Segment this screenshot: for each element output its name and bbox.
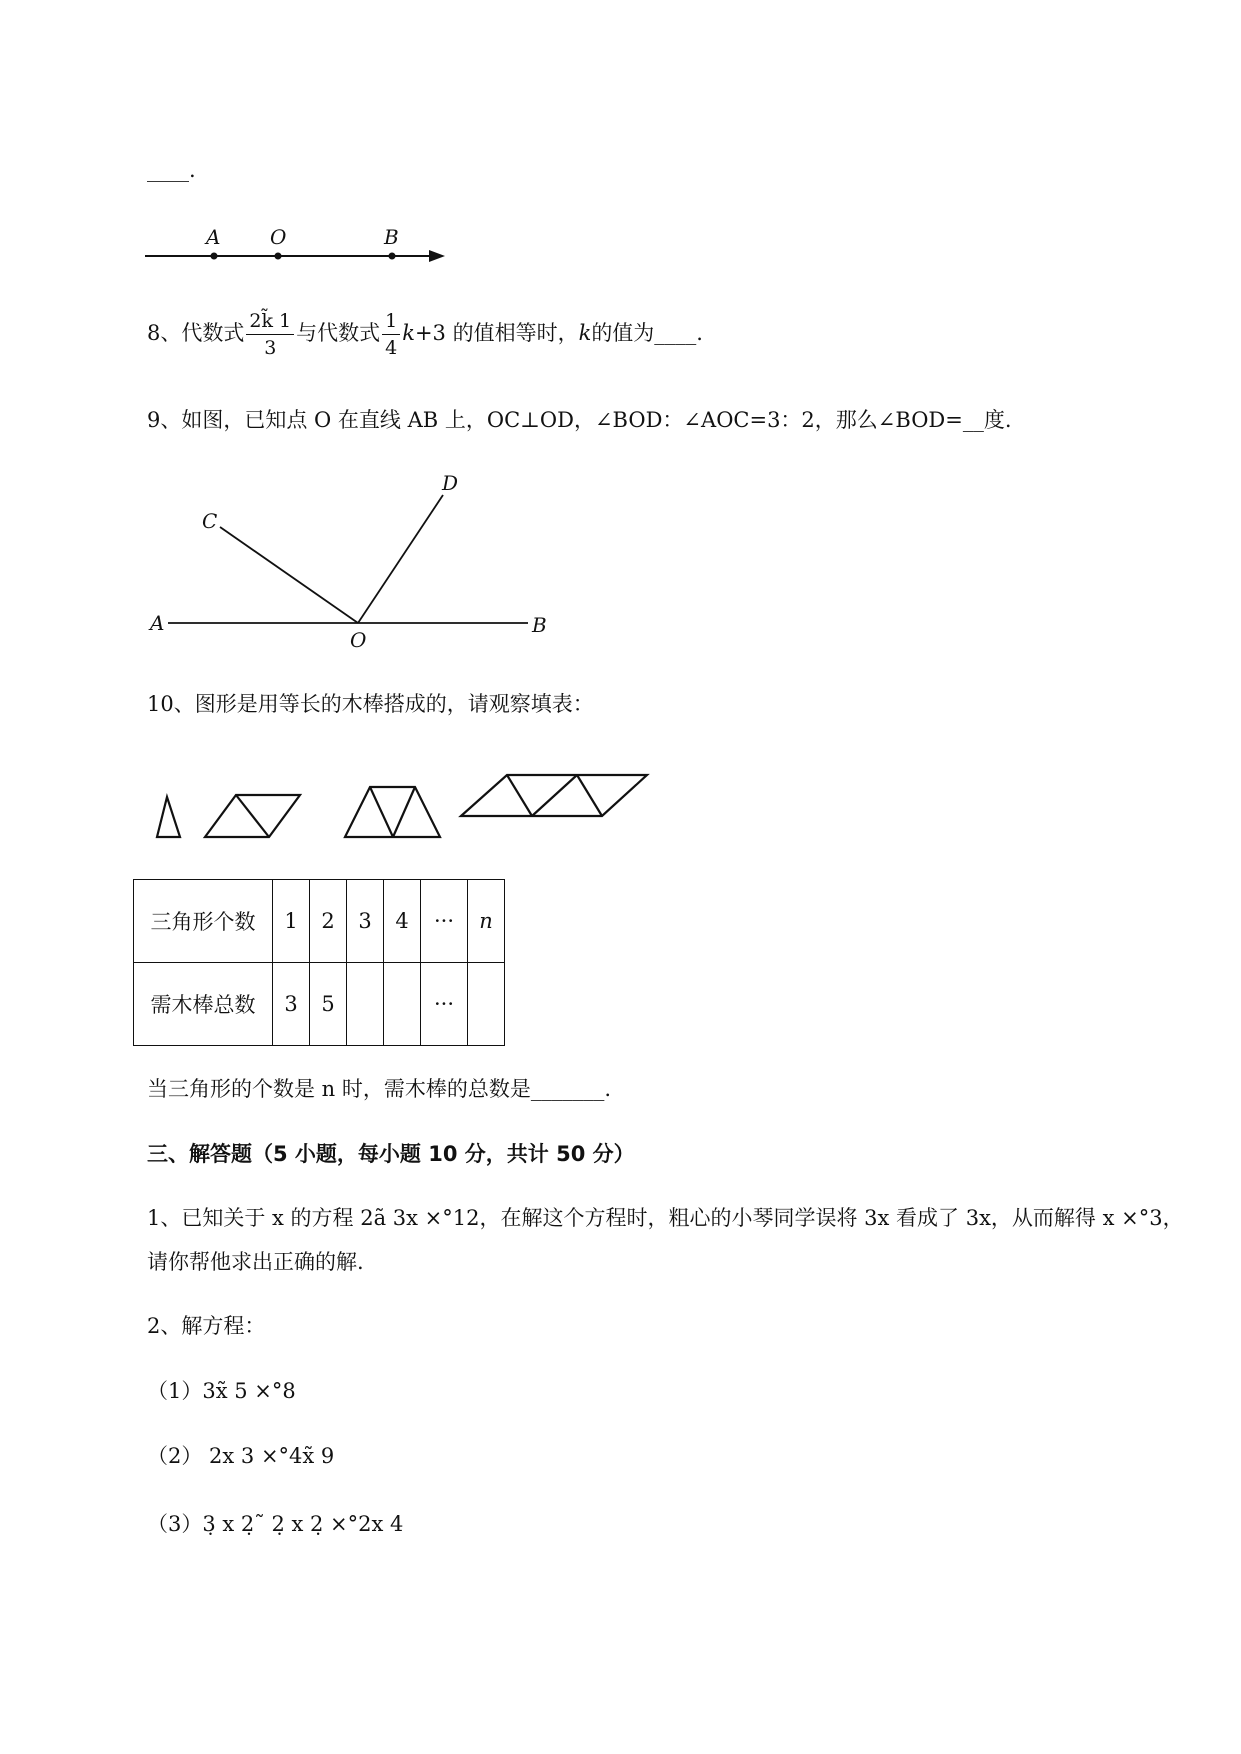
problem-1-line-1: 1、已知关于 x 的方程 2ã 3x ×°12，在解这个方程时，粗心的小琴同学误将 3x 看成了 3x，从而解得 x ×°3， bbox=[147, 1206, 1184, 1230]
question-8: 8、代数式 $\frac{2k̃ 1}{3}$ 与代数式 $\frac{1}{4}$ k+3 的值相等时，k的值为____. bbox=[147, 310, 703, 359]
stick-triangles-figure bbox=[145, 765, 665, 845]
fraction-2: $\frac{1}{4}$ bbox=[382, 308, 400, 361]
table-cell bbox=[347, 963, 384, 1046]
angle-figure bbox=[140, 462, 560, 652]
label-a: A bbox=[206, 225, 221, 249]
row-head-sticks: 需木棒总数 bbox=[134, 963, 273, 1046]
table-cell: 5 bbox=[310, 963, 347, 1046]
answer-blank-prev: ____. bbox=[147, 158, 196, 182]
fraction-1: $\frac{2k̃ 1}{3}$ bbox=[246, 308, 294, 361]
ray-od bbox=[358, 495, 443, 623]
question-9: 9、如图，已知点 O 在直线 AB 上，OC⊥OD，∠BOD：∠AOC=3：2，那么∠BOD=__度. bbox=[147, 408, 1012, 432]
number-line-figure bbox=[140, 222, 450, 272]
equation-1: （1）3x̃ 5 ×°8 bbox=[147, 1379, 296, 1403]
label-c: C bbox=[202, 509, 218, 533]
table-cell: n bbox=[468, 880, 505, 963]
label-o: O bbox=[270, 225, 287, 249]
label-b: B bbox=[532, 613, 547, 637]
row-head-triangles: 三角形个数 bbox=[134, 880, 273, 963]
table-cell: 3 bbox=[347, 880, 384, 963]
table-cell: 4 bbox=[384, 880, 421, 963]
table-cell: 2 bbox=[310, 880, 347, 963]
question-10-followup: 当三角形的个数是 n 时，需木棒的总数是_______. bbox=[147, 1077, 612, 1101]
label-d: D bbox=[442, 471, 459, 495]
triangle-1 bbox=[157, 797, 180, 837]
table-cell: ··· bbox=[421, 880, 468, 963]
problem-1-line-2: 请你帮他求出正确的解. bbox=[147, 1250, 364, 1274]
equation-3: （3）3̣ x 2̣˜ 2̣ x 2̣ ×°2x 4 bbox=[147, 1512, 404, 1536]
label-o: O bbox=[350, 628, 367, 652]
problem-2-title: 2、解方程： bbox=[147, 1314, 266, 1338]
table-row bbox=[134, 880, 505, 963]
triangles-3 bbox=[345, 787, 440, 837]
table-cell: 3 bbox=[273, 963, 310, 1046]
point-a bbox=[211, 253, 218, 260]
stick-count-table bbox=[133, 879, 505, 1046]
table-cell bbox=[384, 963, 421, 1046]
table-row bbox=[134, 963, 505, 1046]
table-cell bbox=[468, 963, 505, 1046]
label-b: B bbox=[384, 225, 399, 249]
table-cell: 1 bbox=[273, 880, 310, 963]
ray-oc bbox=[220, 527, 358, 623]
arrow-head-icon bbox=[429, 250, 445, 262]
point-b bbox=[389, 253, 396, 260]
section-3-title: 三、解答题（5 小题，每小题 10 分，共计 50 分） bbox=[147, 1142, 635, 1166]
label-a: A bbox=[150, 611, 165, 635]
table-cell: ··· bbox=[421, 963, 468, 1046]
point-o bbox=[275, 253, 282, 260]
question-10: 10、图形是用等长的木棒搭成的，请观察填表： bbox=[147, 692, 594, 716]
equation-2: （2） 2x 3 ×°4x̃ 9 bbox=[147, 1444, 335, 1468]
